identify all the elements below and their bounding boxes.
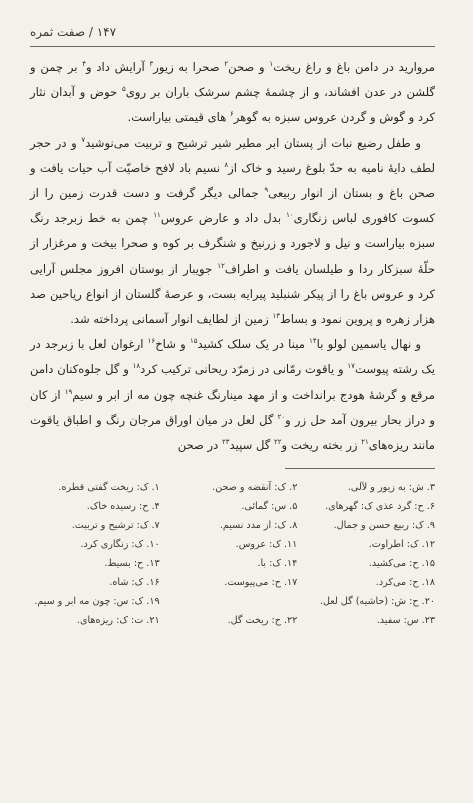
footnote: ۱۳. ح: بسیط. (104, 558, 160, 570)
footnote: ۱۶. ک: شاه. (109, 577, 160, 589)
footnote: ۱۴. ک: با. (257, 558, 298, 570)
text-line: بیخت و مرغزار از حلّهٔ سبزکار ردا و طیلسان یافت و اطراف$^{۱۲}$ جویبار از بوستان (30, 236, 435, 276)
footnote: ۲. ک: آنقضه و صحن. (212, 482, 298, 494)
footnote: ۲۳. س: سفید. (376, 615, 435, 627)
text-line: و نهال یاسمین لولو با$^{۱۴}$ مینا در یک سلک کشید$^{۱۵}$ و شاخ$^{۱۶}$ ارغوان لعل با زبرجد (45, 337, 422, 352)
footnote: ۱۱. ک: عروس. (235, 539, 298, 551)
footnote: ۱. ک: ریخت گفتی قطره. (58, 482, 160, 494)
text-line: رنگ و اطباق یاقوت مانند ریزه‌های$^{۲۱}$ زر بخته ریخت و$^{۲۲}$ گل سپید$^{۲۳}$ در صحن (30, 412, 435, 453)
text-line: را از کسوت کافوری لباس زنگاری$^{۱۰}$ بدل داد و عارض عروس$^{۱۱}$ چمن به خط (30, 186, 435, 226)
footnote: ۲۱. ت: ک: ریزه‌های. (76, 615, 160, 627)
footnote: ۱۷. ح: می‌پیوست. (224, 577, 298, 589)
text-line: در یک رشته پیوست$^{۱۷}$ و یاقوت رمّانی در زمرّد ریحانی ترکیب کرد$^{۱۸}$ و گل (30, 337, 435, 377)
page-number-and-title: ۱۴۷ / صفت ثمره (30, 25, 117, 39)
footnote: ۳. ش: به زیور و لآلی. (347, 482, 435, 494)
text-line: آسمانی پرداخته شد. (70, 312, 168, 327)
running-head (30, 22, 435, 42)
footnote: ۵. س: گمائی. (241, 501, 298, 513)
text-line: جلوه‌کنان دامن مرقع و گرشهٔ هودج برانداخت و از مهد مینارنگ غنچه چون مه از (30, 362, 435, 402)
paragraph (30, 332, 435, 458)
footnote: ۱۲. ک: اطراوت. (368, 539, 435, 551)
text-line: یافت و صحن باغ و بستان از انوار ربیعی$^۹$ جمالی دیگر گرفت و دست قدرت زمین (30, 160, 436, 201)
footnote: ۱۹. ک: س: چون مه ابر و سیم. (34, 596, 160, 608)
footnote-rule (285, 468, 435, 469)
footnote: ۲۰. ح: ش: (حاشیه) گل لعل. (319, 596, 435, 608)
text-line: آبدان نثار کرد و گوش و گردن عروس سبزه به گوهر$^۶$ های قیمتی بیاراست. (30, 85, 435, 125)
footnote: ۷. ک: ترشیح و تربیت. (71, 520, 160, 532)
text-line: لطف دایهٔ نامیه به حدّ بلوغ رسید و خاک از$^۸$ نسیم باد لافح خاصیّت آب حیات (67, 160, 436, 175)
text-line: و طفل رضیع نبات از پستان ابر مطیر شیر ترشیح و تربیت می‌نوشید$^۷$ و در حجر (30, 135, 421, 150)
text-line: ابر و سیم$^{۱۹}$ از کان و دراز بحار بیرون آمد حل زر و$^{۲۰}$ گل لعل در میان اوراق مرجان (30, 387, 436, 427)
text-line: افروز مجلس آرایی کرد و عروس باغ را از پیکر شنبلید پیرایه بست، و عرصهٔ گلستان (30, 261, 435, 301)
text-line: زبرجد رنگ سبزه بیاراست و نیل و لاجورد و زرنیخ و شنگرف بر کوه و صحرا (30, 211, 435, 251)
footnote: ۲۲. ح: ریخت گل. (227, 615, 298, 627)
footnote: ۱۸. ح: می‌کرد. (375, 577, 435, 589)
paragraph (30, 131, 435, 333)
footnote: ۱۰. ک: زنگاری کرد. (80, 539, 160, 551)
header-rule (30, 46, 435, 47)
footnote: ۸. ک: از مدد نسیم. (219, 520, 298, 532)
text-line: چمن و گلشن در عدن افشاند، و از چشمهٔ چشم سرشک باران بر روی$^۵$ حوض و (30, 60, 435, 100)
footnote (168, 593, 298, 610)
footnote: ۶. ح: گرد عذی ک: گهرهای. (325, 501, 435, 513)
text-line: مروارید در دامن باغ و راغ ریخت$^۱$ و صحن$^۲$ صحرا به زیور$^۳$ آرایش داد و$^۴$ بر (67, 60, 436, 74)
paragraph (30, 55, 435, 131)
footnotes (30, 479, 435, 629)
footnote: ۹. ک: ربیع حسن و جمال. (333, 520, 435, 532)
main-text (30, 55, 435, 458)
text-line: از انواع ریاحین صد هزار زهره و پروین نمود و بساط$^{۱۳}$ زمین از لطایف انوار (30, 286, 435, 327)
footnote: ۴. ح: رسیده خاک. (86, 501, 160, 513)
footnote: ۱۵. ح: می‌کشید. (368, 558, 435, 570)
